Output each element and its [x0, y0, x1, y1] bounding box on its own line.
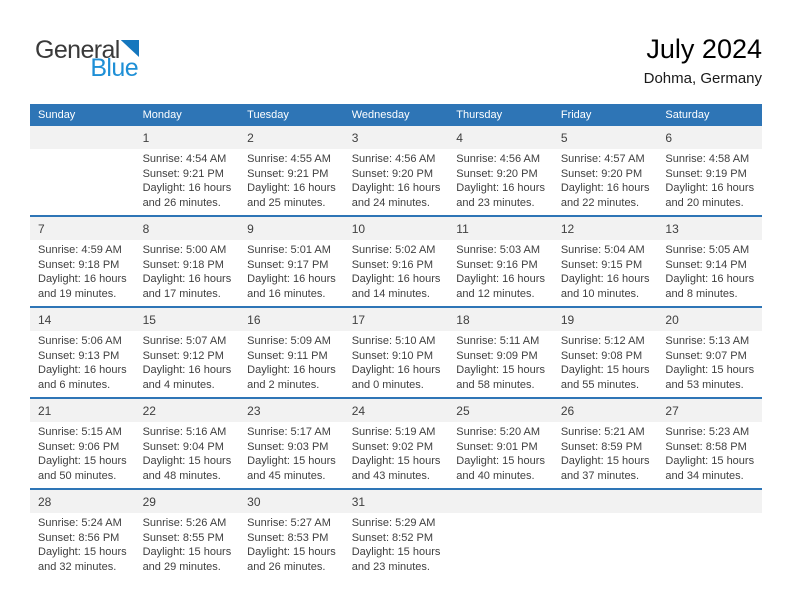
day-details — [239, 331, 344, 392]
detail-line: Daylight: 16 hours — [351, 364, 441, 376]
location-subtitle: Dohma, Germany — [643, 70, 762, 87]
day-details — [657, 240, 762, 301]
detail-line: and 26 minutes. — [247, 560, 326, 573]
day-cell — [30, 126, 135, 215]
day-cell — [657, 399, 762, 488]
detail-line: and 43 minutes. — [351, 469, 430, 482]
day-number: 28 — [30, 490, 135, 513]
day-number: 8 — [135, 217, 240, 240]
detail-line: Sunrise: 5:02 AM — [351, 244, 436, 256]
day-number: 15 — [135, 308, 240, 331]
detail-line: Sunrise: 5:21 AM — [560, 426, 645, 438]
detail-line: and 16 minutes. — [247, 287, 326, 300]
detail-line: Sunrise: 5:19 AM — [351, 426, 436, 438]
detail-line: Sunset: 9:11 PM — [247, 349, 328, 362]
day-number: 7 — [30, 217, 135, 240]
detail-line: and 22 minutes. — [560, 196, 640, 209]
detail-line: and 10 minutes. — [560, 287, 640, 300]
day-details — [448, 240, 553, 301]
detail-line: Sunrise: 5:06 AM — [38, 335, 122, 347]
calendar-table — [30, 104, 762, 579]
day-details — [135, 149, 240, 210]
day-number: 31 — [344, 490, 449, 513]
day-details — [135, 422, 240, 483]
day-cell — [239, 490, 344, 579]
day-cell — [448, 308, 553, 397]
detail-line: and 40 minutes. — [456, 469, 535, 482]
detail-line: Sunset: 9:18 PM — [142, 258, 224, 271]
day-details — [553, 422, 658, 483]
day-number: 21 — [30, 399, 135, 422]
detail-line: Daylight: 15 hours — [247, 546, 336, 558]
day-details — [30, 149, 135, 152]
weeks-container — [30, 126, 762, 579]
day-number: 30 — [239, 490, 344, 513]
detail-line: Sunset: 9:10 PM — [351, 349, 434, 362]
day-details — [344, 240, 449, 301]
day-number: 18 — [448, 308, 553, 331]
day-number: 29 — [135, 490, 240, 513]
detail-line: Sunset: 9:14 PM — [665, 258, 747, 271]
detail-line: Sunrise: 4:55 AM — [247, 153, 331, 165]
detail-line: Sunrise: 5:16 AM — [142, 426, 227, 438]
general-blue-logo — [35, 38, 139, 81]
day-cell — [448, 490, 553, 579]
detail-line: and 2 minutes. — [247, 378, 320, 391]
detail-line: and 23 minutes. — [351, 560, 430, 573]
detail-line: and 17 minutes. — [142, 287, 221, 300]
detail-line: Sunset: 8:58 PM — [665, 440, 747, 453]
day-number — [553, 490, 658, 513]
day-cell — [344, 126, 449, 215]
day-cell — [553, 490, 658, 579]
day-number: 24 — [344, 399, 449, 422]
detail-line: and 23 minutes. — [456, 196, 535, 209]
detail-line: Sunrise: 5:13 AM — [665, 335, 750, 347]
detail-line: Sunrise: 5:01 AM — [247, 244, 331, 256]
weekday-header-wednesday: Wednesday — [351, 109, 410, 121]
day-number: 26 — [553, 399, 658, 422]
detail-line: Sunrise: 4:58 AM — [665, 153, 750, 165]
detail-line: and 55 minutes. — [560, 378, 640, 391]
detail-line: Sunrise: 5:23 AM — [665, 426, 750, 438]
detail-line: and 45 minutes. — [247, 469, 326, 482]
detail-line: and 0 minutes. — [351, 378, 424, 391]
detail-line: Daylight: 16 hours — [247, 182, 336, 194]
weekday-header-friday: Friday — [560, 109, 592, 121]
detail-line: Daylight: 16 hours — [38, 273, 127, 285]
detail-line: Daylight: 16 hours — [142, 182, 232, 194]
day-details — [135, 331, 240, 392]
detail-line: Sunset: 9:20 PM — [560, 167, 643, 180]
day-number: 10 — [344, 217, 449, 240]
week-row — [30, 397, 762, 488]
day-details — [239, 240, 344, 301]
detail-line: Sunrise: 5:09 AM — [247, 335, 331, 347]
week-row — [30, 215, 762, 306]
detail-line: Sunset: 9:01 PM — [456, 440, 538, 453]
detail-line: Sunset: 9:15 PM — [560, 258, 643, 271]
detail-line: Daylight: 15 hours — [560, 455, 650, 467]
detail-line: Daylight: 16 hours — [560, 273, 650, 285]
detail-line: Daylight: 15 hours — [665, 364, 755, 376]
detail-line: Sunset: 9:03 PM — [247, 440, 329, 453]
detail-line: Sunset: 9:13 PM — [38, 349, 120, 362]
detail-line: Daylight: 16 hours — [142, 273, 232, 285]
day-number: 17 — [344, 308, 449, 331]
day-cell — [344, 308, 449, 397]
day-number: 2 — [239, 126, 344, 149]
day-details — [344, 149, 449, 210]
detail-line: Sunset: 8:59 PM — [560, 440, 643, 453]
detail-line: Daylight: 15 hours — [142, 546, 232, 558]
day-details — [344, 513, 449, 574]
detail-line: Daylight: 15 hours — [456, 364, 545, 376]
detail-line: Sunrise: 4:59 AM — [38, 244, 122, 256]
detail-line: Daylight: 16 hours — [351, 182, 441, 194]
weekday-header-saturday: Saturday — [665, 109, 710, 121]
day-details — [657, 513, 762, 516]
detail-line: Sunset: 9:16 PM — [351, 258, 434, 271]
day-details — [448, 422, 553, 483]
detail-line: and 29 minutes. — [142, 560, 221, 573]
day-details — [657, 422, 762, 483]
detail-line: Sunset: 9:20 PM — [351, 167, 434, 180]
day-details — [553, 331, 658, 392]
day-number: 6 — [657, 126, 762, 149]
detail-line: Daylight: 15 hours — [351, 546, 441, 558]
day-details — [239, 149, 344, 210]
detail-line: Daylight: 16 hours — [38, 364, 127, 376]
day-number: 5 — [553, 126, 658, 149]
day-cell — [657, 308, 762, 397]
page-title: July 2024 — [646, 34, 762, 64]
day-cell — [30, 217, 135, 306]
day-number: 1 — [135, 126, 240, 149]
detail-line: and 4 minutes. — [142, 378, 215, 391]
day-cell — [135, 490, 240, 579]
detail-line: Sunset: 8:53 PM — [247, 531, 329, 544]
detail-line: and 50 minutes. — [38, 469, 117, 482]
day-details — [344, 331, 449, 392]
detail-line: Sunrise: 5:07 AM — [142, 335, 227, 347]
day-number: 11 — [448, 217, 553, 240]
day-number: 23 — [239, 399, 344, 422]
logo-text-blue: Blue — [90, 54, 138, 82]
detail-line: Sunrise: 5:10 AM — [351, 335, 436, 347]
detail-line: Sunset: 9:21 PM — [142, 167, 224, 180]
day-details — [135, 513, 240, 574]
day-cell — [553, 399, 658, 488]
detail-line: Sunrise: 5:29 AM — [351, 517, 436, 529]
detail-line: Daylight: 16 hours — [665, 273, 755, 285]
day-number: 20 — [657, 308, 762, 331]
day-number — [30, 126, 135, 149]
detail-line: and 8 minutes. — [665, 287, 738, 300]
day-cell — [448, 399, 553, 488]
day-cell — [657, 217, 762, 306]
day-number: 12 — [553, 217, 658, 240]
day-cell — [553, 308, 658, 397]
detail-line: Daylight: 16 hours — [665, 182, 755, 194]
detail-line: Sunrise: 5:03 AM — [456, 244, 541, 256]
detail-line: Sunset: 8:56 PM — [38, 531, 120, 544]
day-details — [30, 513, 135, 574]
detail-line: Sunset: 9:12 PM — [142, 349, 224, 362]
weekday-header-monday: Monday — [142, 109, 182, 121]
detail-line: Sunset: 9:07 PM — [665, 349, 747, 362]
day-cell — [239, 126, 344, 215]
day-cell — [448, 126, 553, 215]
detail-line: Sunset: 9:18 PM — [38, 258, 120, 271]
detail-line: and 24 minutes. — [351, 196, 430, 209]
detail-line: Sunrise: 5:20 AM — [456, 426, 541, 438]
detail-line: Daylight: 16 hours — [247, 273, 336, 285]
day-cell — [30, 490, 135, 579]
detail-line: Daylight: 16 hours — [247, 364, 336, 376]
day-number: 4 — [448, 126, 553, 149]
day-number: 27 — [657, 399, 762, 422]
detail-line: Sunset: 9:17 PM — [247, 258, 329, 271]
day-details — [448, 331, 553, 392]
detail-line: Sunset: 8:55 PM — [142, 531, 224, 544]
day-cell — [135, 308, 240, 397]
day-details — [657, 149, 762, 210]
detail-line: Sunset: 9:08 PM — [560, 349, 643, 362]
detail-line: Sunrise: 5:11 AM — [456, 335, 540, 347]
detail-line: and 25 minutes. — [247, 196, 326, 209]
day-cell — [239, 308, 344, 397]
logo-text-general: General — [35, 36, 120, 64]
day-details — [30, 331, 135, 392]
detail-line: Sunrise: 5:04 AM — [560, 244, 645, 256]
day-number: 22 — [135, 399, 240, 422]
day-cell — [657, 490, 762, 579]
weekday-header-row — [30, 104, 762, 126]
day-details — [448, 513, 553, 516]
detail-line: Daylight: 15 hours — [351, 455, 441, 467]
detail-line: Daylight: 15 hours — [247, 455, 336, 467]
day-number: 3 — [344, 126, 449, 149]
weekday-header-tuesday: Tuesday — [247, 109, 289, 121]
detail-line: Sunset: 9:09 PM — [456, 349, 538, 362]
day-cell — [553, 217, 658, 306]
detail-line: Daylight: 16 hours — [142, 364, 232, 376]
detail-line: Sunrise: 4:54 AM — [142, 153, 227, 165]
day-cell — [657, 126, 762, 215]
top-bar — [30, 34, 762, 98]
detail-line: Daylight: 15 hours — [38, 455, 127, 467]
detail-line: Sunset: 8:52 PM — [351, 531, 434, 544]
day-cell — [239, 399, 344, 488]
detail-line: Daylight: 16 hours — [456, 273, 545, 285]
detail-line: Sunrise: 4:56 AM — [351, 153, 436, 165]
day-cell — [344, 217, 449, 306]
detail-line: Daylight: 16 hours — [456, 182, 545, 194]
detail-line: Sunrise: 5:00 AM — [142, 244, 227, 256]
day-number: 13 — [657, 217, 762, 240]
detail-line: Sunset: 9:06 PM — [38, 440, 120, 453]
detail-line: Sunset: 9:04 PM — [142, 440, 224, 453]
day-cell — [135, 126, 240, 215]
day-details — [553, 149, 658, 210]
day-cell — [553, 126, 658, 215]
day-cell — [135, 217, 240, 306]
detail-line: and 53 minutes. — [665, 378, 744, 391]
weekday-header-thursday: Thursday — [456, 109, 503, 121]
detail-line: Sunrise: 4:57 AM — [560, 153, 645, 165]
day-details — [448, 149, 553, 210]
detail-line: Daylight: 15 hours — [142, 455, 232, 467]
detail-line: Sunrise: 5:15 AM — [38, 426, 122, 438]
day-details — [30, 240, 135, 301]
day-number: 9 — [239, 217, 344, 240]
day-details — [657, 331, 762, 392]
day-cell — [344, 399, 449, 488]
detail-line: Daylight: 15 hours — [665, 455, 755, 467]
detail-line: Sunset: 9:16 PM — [456, 258, 538, 271]
day-number: 16 — [239, 308, 344, 331]
day-number: 19 — [553, 308, 658, 331]
detail-line: Sunrise: 5:12 AM — [560, 335, 645, 347]
weekday-header-sunday: Sunday — [38, 109, 76, 121]
day-cell — [30, 399, 135, 488]
detail-line: Sunrise: 4:56 AM — [456, 153, 541, 165]
detail-line: Sunset: 9:19 PM — [665, 167, 747, 180]
detail-line: Sunset: 9:02 PM — [351, 440, 434, 453]
detail-line: Sunrise: 5:05 AM — [665, 244, 750, 256]
detail-line: and 6 minutes. — [38, 378, 111, 391]
detail-line: and 19 minutes. — [38, 287, 117, 300]
title-block — [644, 34, 762, 87]
detail-line: Sunrise: 5:26 AM — [142, 517, 227, 529]
day-cell — [239, 217, 344, 306]
detail-line: and 14 minutes. — [351, 287, 430, 300]
day-details — [239, 422, 344, 483]
day-number: 25 — [448, 399, 553, 422]
week-row — [30, 488, 762, 579]
detail-line: and 58 minutes. — [456, 378, 535, 391]
detail-line: and 26 minutes. — [142, 196, 221, 209]
detail-line: and 32 minutes. — [38, 560, 117, 573]
detail-line: Daylight: 15 hours — [456, 455, 545, 467]
day-cell — [30, 308, 135, 397]
detail-line: and 48 minutes. — [142, 469, 221, 482]
day-cell — [344, 490, 449, 579]
detail-line: and 20 minutes. — [665, 196, 744, 209]
day-details — [344, 422, 449, 483]
detail-line: Sunset: 9:21 PM — [247, 167, 329, 180]
day-cell — [448, 217, 553, 306]
day-number — [448, 490, 553, 513]
detail-line: Sunrise: 5:27 AM — [247, 517, 331, 529]
week-row — [30, 306, 762, 397]
detail-line: Daylight: 15 hours — [38, 546, 127, 558]
day-details — [553, 240, 658, 301]
day-number — [657, 490, 762, 513]
day-number: 14 — [30, 308, 135, 331]
detail-line: and 37 minutes. — [560, 469, 640, 482]
day-details — [553, 513, 658, 516]
detail-line: and 12 minutes. — [456, 287, 535, 300]
detail-line: Daylight: 16 hours — [351, 273, 441, 285]
detail-line: Sunrise: 5:24 AM — [38, 517, 122, 529]
detail-line: Daylight: 16 hours — [560, 182, 650, 194]
detail-line: Sunset: 9:20 PM — [456, 167, 538, 180]
day-details — [30, 422, 135, 483]
detail-line: and 34 minutes. — [665, 469, 744, 482]
week-row — [30, 126, 762, 215]
day-details — [239, 513, 344, 574]
detail-line: Sunrise: 5:17 AM — [247, 426, 331, 438]
day-details — [135, 240, 240, 301]
detail-line: Daylight: 15 hours — [560, 364, 650, 376]
day-cell — [135, 399, 240, 488]
